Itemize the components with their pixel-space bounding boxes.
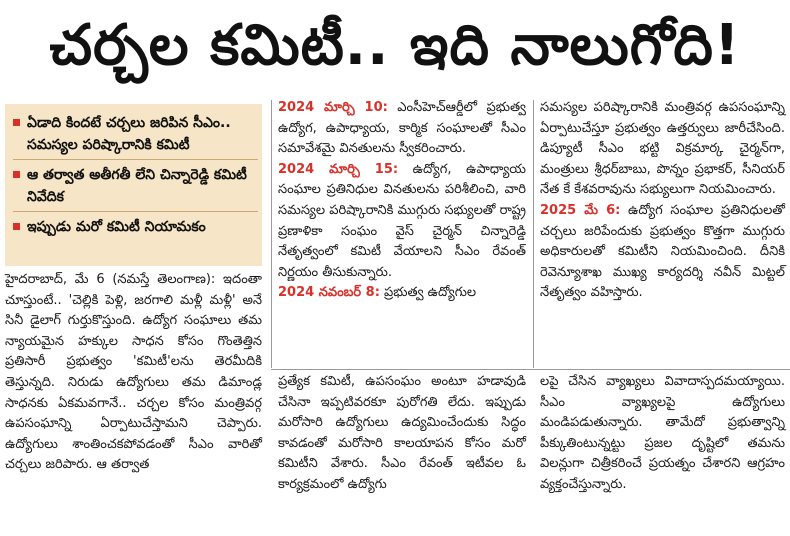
bullet-icon [13, 223, 20, 230]
bullet-icon [13, 171, 20, 178]
bottom-right-column [540, 372, 785, 496]
highlight-divider [13, 211, 258, 212]
section-divider [271, 369, 790, 370]
highlight-item: ఆ తర్వాత అతీగతీ లేని చిన్నారెడ్డి కమిటీ నివేదిక [13, 164, 258, 208]
left-column-text: హైదరాబాద్‌, మే 6 (నమస్తే తెలంగాణ): ఇదంతా చూస్తుంటే.. 'చెల్లికి పెళ్లి, జరగాలి మళ్లీ మళ్లీ' అనే సినీ డైలాగ్‌ గుర్తుకొస్తుంది. ఉద్యోగ సంఘాలు తమ న్యాయమైన హక్కుల సాధన కోసం గొంతెత్తిన ప్రతిసారీ ప్రభుత్వం 'కమిటీ'లను తెరమీదికి తెస్తున్నది. నిరుడు ఉద్యోగులు తమ డిమాండ్ల సాధనకు ఏకమవగానే.. చర్చల కోసం మంత్రివర్గ ఉపసంఘాన్ని ఏర్పాటుచేస్తామని చెప్పారు. ఉద్యోగులు శాంతించకపోవడంతో సీఎం వారితో చర్చలు జరిపారు. ఆ తర్వాత [5, 272, 262, 473]
event-2025-may-6: 2025 మే 6: ఉద్యోగ సంఘాల ప్రతినిధులతో చర్చలు జరిపేందుకు ప్రభుత్వం కొత్తగా ముగ్గురు అధికారులతో కమిటీని నియమించింది. దీనికి రెవెన్యూశాఖ ముఖ్య కార్యదర్శి నవీన్‌ మిట్టల్‌ నేతృత్వం వహిస్తారు. [540, 202, 785, 301]
event-2024-november-8: 2024 నవంబర్‌ 8: ప్రభుత్వ ఉద్యోగుల [278, 285, 477, 301]
right-column [540, 98, 785, 304]
highlights-box [5, 104, 262, 266]
highlight-divider [13, 159, 258, 160]
bottom-middle-column [278, 372, 526, 496]
bottom-middle-text: ప్రత్యేక కమిటీ, ఉపసంఘం అంటూ హడావుడి చేసినా ఇప్పటివరకూ పురోగతి లేదు. ఇప్పుడు మరోసారి ఉద్యోగులు ఉద్యమించేందుకు సిద్ధం కావడంతో మరోసారి కాలయాపన కోసం మరో కమిటీని వేశారు. సీఎం రేవంత్‌ ఇటీవల ఓ కార్యక్రమంలో ఉద్యోగు [278, 374, 526, 492]
right-column-text: సమస్యల పరిష్కారానికి మంత్రివర్గ ఉపసంఘాన్ని ఏర్పాటుచేస్తూ ప్రభుత్వం ఉత్తర్వులు జారీచేసింది. డిప్యూటీ సీఎం భట్టి విక్రమార్క చైర్మన్‌గా, మంత్రులు శ్రీధర్‌బాబు, పొన్నం ప్రభాకర్‌, సీనియర్‌ నేత కే కేశవరావును సభ్యులుగా నియమించారు. [540, 100, 785, 198]
column-divider [533, 100, 534, 368]
bullet-icon [13, 119, 20, 126]
highlight-item: ఇప్పుడు మరో కమిటీ నియామకం [13, 216, 258, 238]
event-2024-march-15: 2024 మార్చి 15: ఉద్యోగ, ఉపాధ్యాయ సంఘాల ప్రతినిధుల వినతులను పరిశీలించి, వారి సమస్యల పరిష్కారానికి ముగ్గురు సభ్యులతో రాష్ట్ర ప్రణాళికా సంఘం వైస్‌ చైర్మన్‌ చిన్నారెడ్డి నేతృత్వంలో కమిటీ వేయాలని సీఎం రేవంత్‌ నిర్ణయం తీసుకున్నారు. [278, 161, 526, 280]
middle-column [278, 98, 526, 304]
column-divider [271, 100, 272, 368]
highlight-item: ఏడాది కిందటే చర్చలు జరిపిన సీఎం.. సమస్యల పరిష్కారానికి కమిటీ [13, 112, 258, 156]
event-2024-march-10: 2024 మార్చి 10: ఎంసీహెచ్‌ఆర్డీలో ప్రభుత్వ ఉద్యోగ, ఉపాధ్యాయ, కార్మిక సంఘాలతో సీఎం సమావేశమై వినతులను స్వీకరించారు. [278, 100, 526, 157]
bottom-right-text: లపై చేసిన వ్యాఖ్యలు వివాదాస్పదమయ్యాయి. సీఎం వ్యాఖ్యలపై ఉద్యోగులు మండిపడుతున్నారు. తామేదో ప్రభుత్వాన్ని పీక్కుతింటున్నట్టు ప్రజల దృష్టిలో తమను విలన్లుగా చిత్రీకరించే ప్రయత్నం చేశారని ఆగ్రహం వ్యక్తంచేస్తున్నారు. [540, 374, 785, 492]
left-column [5, 270, 262, 476]
headline: చర్చల కమిటీ.. ఇది నాలుగోది! [49, 13, 741, 78]
